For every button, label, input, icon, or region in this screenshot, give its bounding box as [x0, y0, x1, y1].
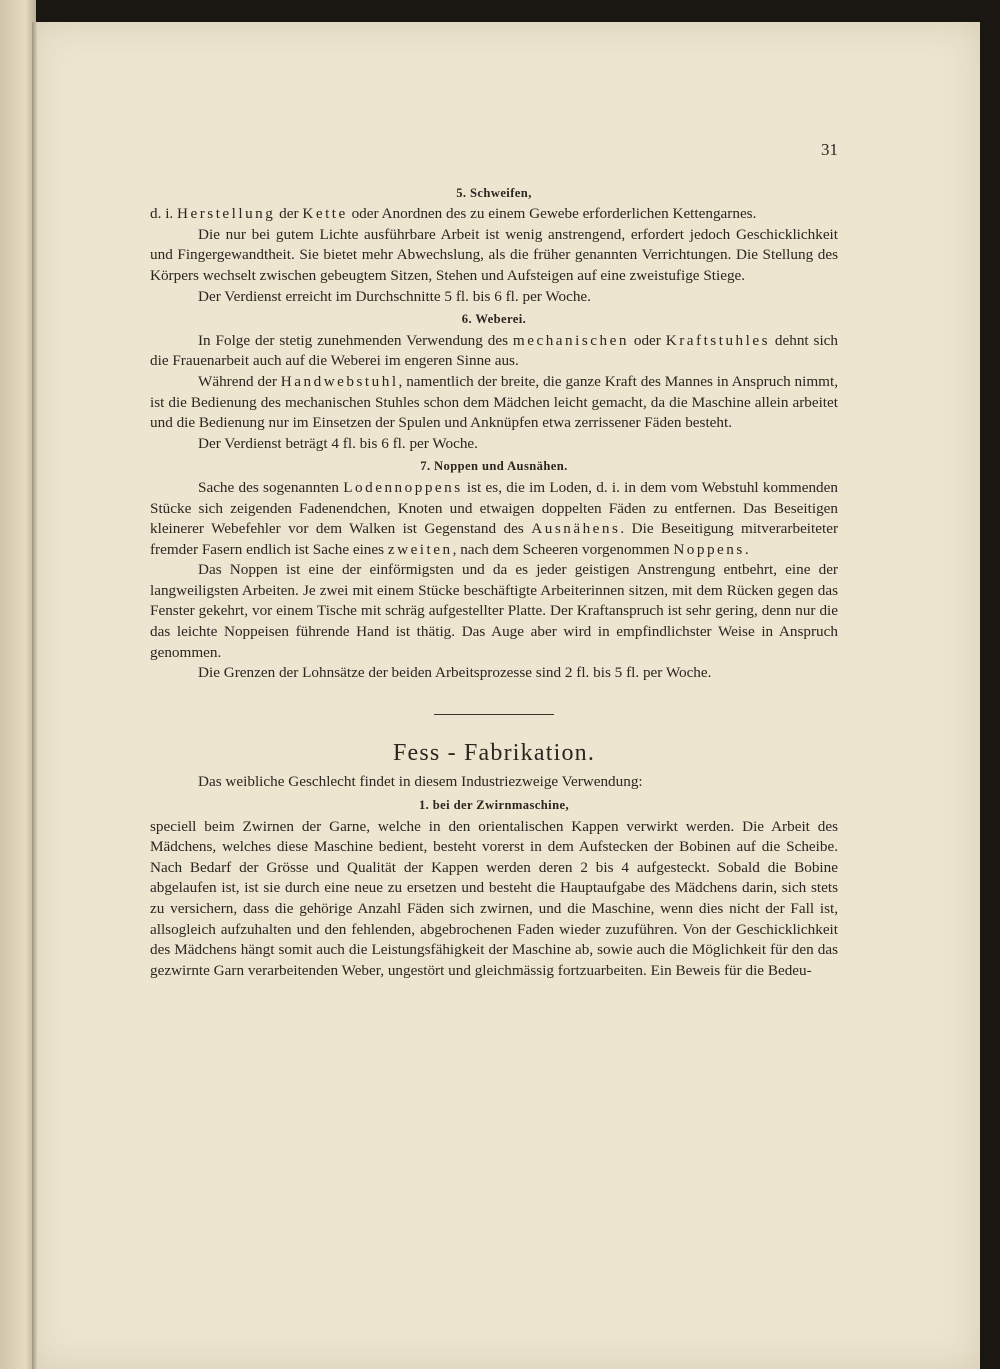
chapter-intro: Das weibliche Geschlecht findet in diesem Industriezweige Verwendung:	[198, 773, 643, 791]
book-page	[32, 22, 980, 1369]
paragraph: Das Noppen ist eine der einförmigsten und da es jeder geistigen Anstrengung entbehrt, eine der langweiligsten Arbeiten. Je zwei mit einem Stücke beschäftigte Arbeiterinnen sitzen, mit dem Rücken gegen das Fenster gekehrt, vor einem Tische mit schräg aufgestellter Platte. Der Kraftanspruch ist sehr gering, denn nur die das leichte Noppeisen führende Hand ist thätig. Das Auge aber wird in empfindlichster Weise in Anspruch genommen.	[150, 561, 838, 661]
spaced-term: zweiten	[387, 540, 453, 558]
spaced-term: Noppens	[673, 540, 745, 558]
spaced-term: Kraftstuhles	[665, 331, 770, 349]
paragraph: Der Verdienst beträgt 4 fl. bis 6 fl. per Woche.	[198, 434, 478, 452]
text-run: Während der	[198, 372, 277, 390]
text-run: Sache des sogenannten	[198, 478, 339, 496]
paragraph: Die nur bei gutem Lichte ausführbare Arbeit ist wenig anstrengend, erfordert jedoch Geschicklichkeit und Fingergewandtheit. Sie bietet mehr Abwechslung, als die früher genannten Verrichtungen. Die Stellung des Körpers wechselt zwischen gebeugtem Sitzen, Stehen und Aufsteigen auf eine zweistufige Stiege.	[150, 225, 838, 284]
text-run: der	[279, 205, 299, 223]
spaced-term: Lodennoppens	[343, 478, 463, 496]
spaced-term: mechanischen	[512, 331, 629, 349]
text-run: ist es, die im Loden, d. i. in dem vom Webstuhl kommenden Stücke sich zeigenden Fadenendchen, Knoten und etwaigen doppelten Fäden zu entfernen. Das Beseitigen kleinerer Webefehler vor dem Walken ist Gegenstand des	[150, 478, 838, 538]
section-divider	[434, 714, 554, 715]
section-heading-weberei: 6. Weberei.	[461, 312, 527, 327]
sub-heading-zwirnmaschine: 1. bei der Zwirnmaschine,	[418, 798, 570, 813]
paragraph: Der Verdienst erreicht im Durchschnitte 5 fl. bis 6 fl. per Woche.	[198, 287, 591, 305]
text-run: , nach dem Scheeren vorgenommen	[452, 540, 670, 558]
paragraph	[150, 478, 838, 560]
spaced-term: Handwebstuhl	[280, 372, 399, 390]
paragraph	[150, 331, 838, 372]
paragraph: Die Grenzen der Lohnsätze der beiden Arbeitsprozesse sind 2 fl. bis 5 fl. per Woche.	[198, 664, 712, 682]
text-run: oder Anordnen des zu einem Gewebe erforderlichen Kettengarnes.	[351, 205, 757, 223]
paragraph	[150, 372, 838, 434]
paragraph: speciell beim Zwirnen der Garne, welche in den orientalischen Kappen verwirkt werden. Die Arbeit des Mädchens, welches diese Maschine bedient, besteht vorerst in dem Aufstecken der Bobinen auf die Scheibe. Nach Bedarf der Grösse und Qualität der Kappen werden deren 2 bis 4 aufgesteckt. Sobald die Bobine abgelaufen ist, ist sie durch eine neue zu ersetzen und besteht die Hauptaufgabe des Mädchens darin, sich stets zu versichern, dass die gehörige Anzahl Fäden sich zwirnen, und die Maschine, wenn dies nicht der Fall ist, allsogleich aufzuhalten und den fehlenden, abgebrochenen Faden wieder zuzuführen. Von der Geschicklichkeit des Mädchens hängt somit auch die Leistungsfähigkeit der Maschine ab, sowie auch die Möglichkeit für den das gezwirnte Garn verarbeitenden Weber, ungestört und gleichmässig fortzuarbeiten. Ein Beweis für die Bedeu-	[150, 817, 838, 979]
spaced-term: Kette	[302, 205, 348, 223]
chapter-title: Fess - Fabrikation.	[392, 739, 596, 766]
paragraph	[150, 204, 838, 225]
page-content	[150, 140, 838, 981]
text-run: , namentlich der breite, die ganze Kraft des Mannes in Anspruch nimmt, ist die Bedienung des mechanischen Stuhles schon dem Mädchen leicht gemacht, da die Maschine allein arbeitet und die Bedienung nur im Einsetzen der Spulen und Anknüpfen etwa zerrissener Fäden besteht.	[150, 372, 838, 432]
spaced-term: Ausnähens	[531, 520, 621, 538]
spaced-term: Herstellung	[177, 205, 276, 223]
previous-page-edge	[0, 0, 36, 1369]
text-run: oder	[633, 331, 661, 349]
text-run: d. i.	[150, 205, 174, 223]
text-run: dehnt sich die Frauenarbeit auch auf die Weberei im engeren Sinne aus.	[150, 331, 839, 370]
section-heading-noppen: 7. Noppen und Ausnähen.	[420, 459, 568, 474]
page-spine-shadow	[32, 22, 38, 1369]
section-heading-schweifen: 5. Schweifen,	[456, 185, 532, 200]
text-run: In Folge der stetig zunehmenden Verwendung des	[198, 331, 509, 349]
text-run: .	[744, 540, 749, 558]
page-number: 31	[821, 140, 838, 159]
text-run: . Die Beseitigung mitverarbeiteter fremder Fasern endlich ist Sache eines	[150, 520, 839, 558]
